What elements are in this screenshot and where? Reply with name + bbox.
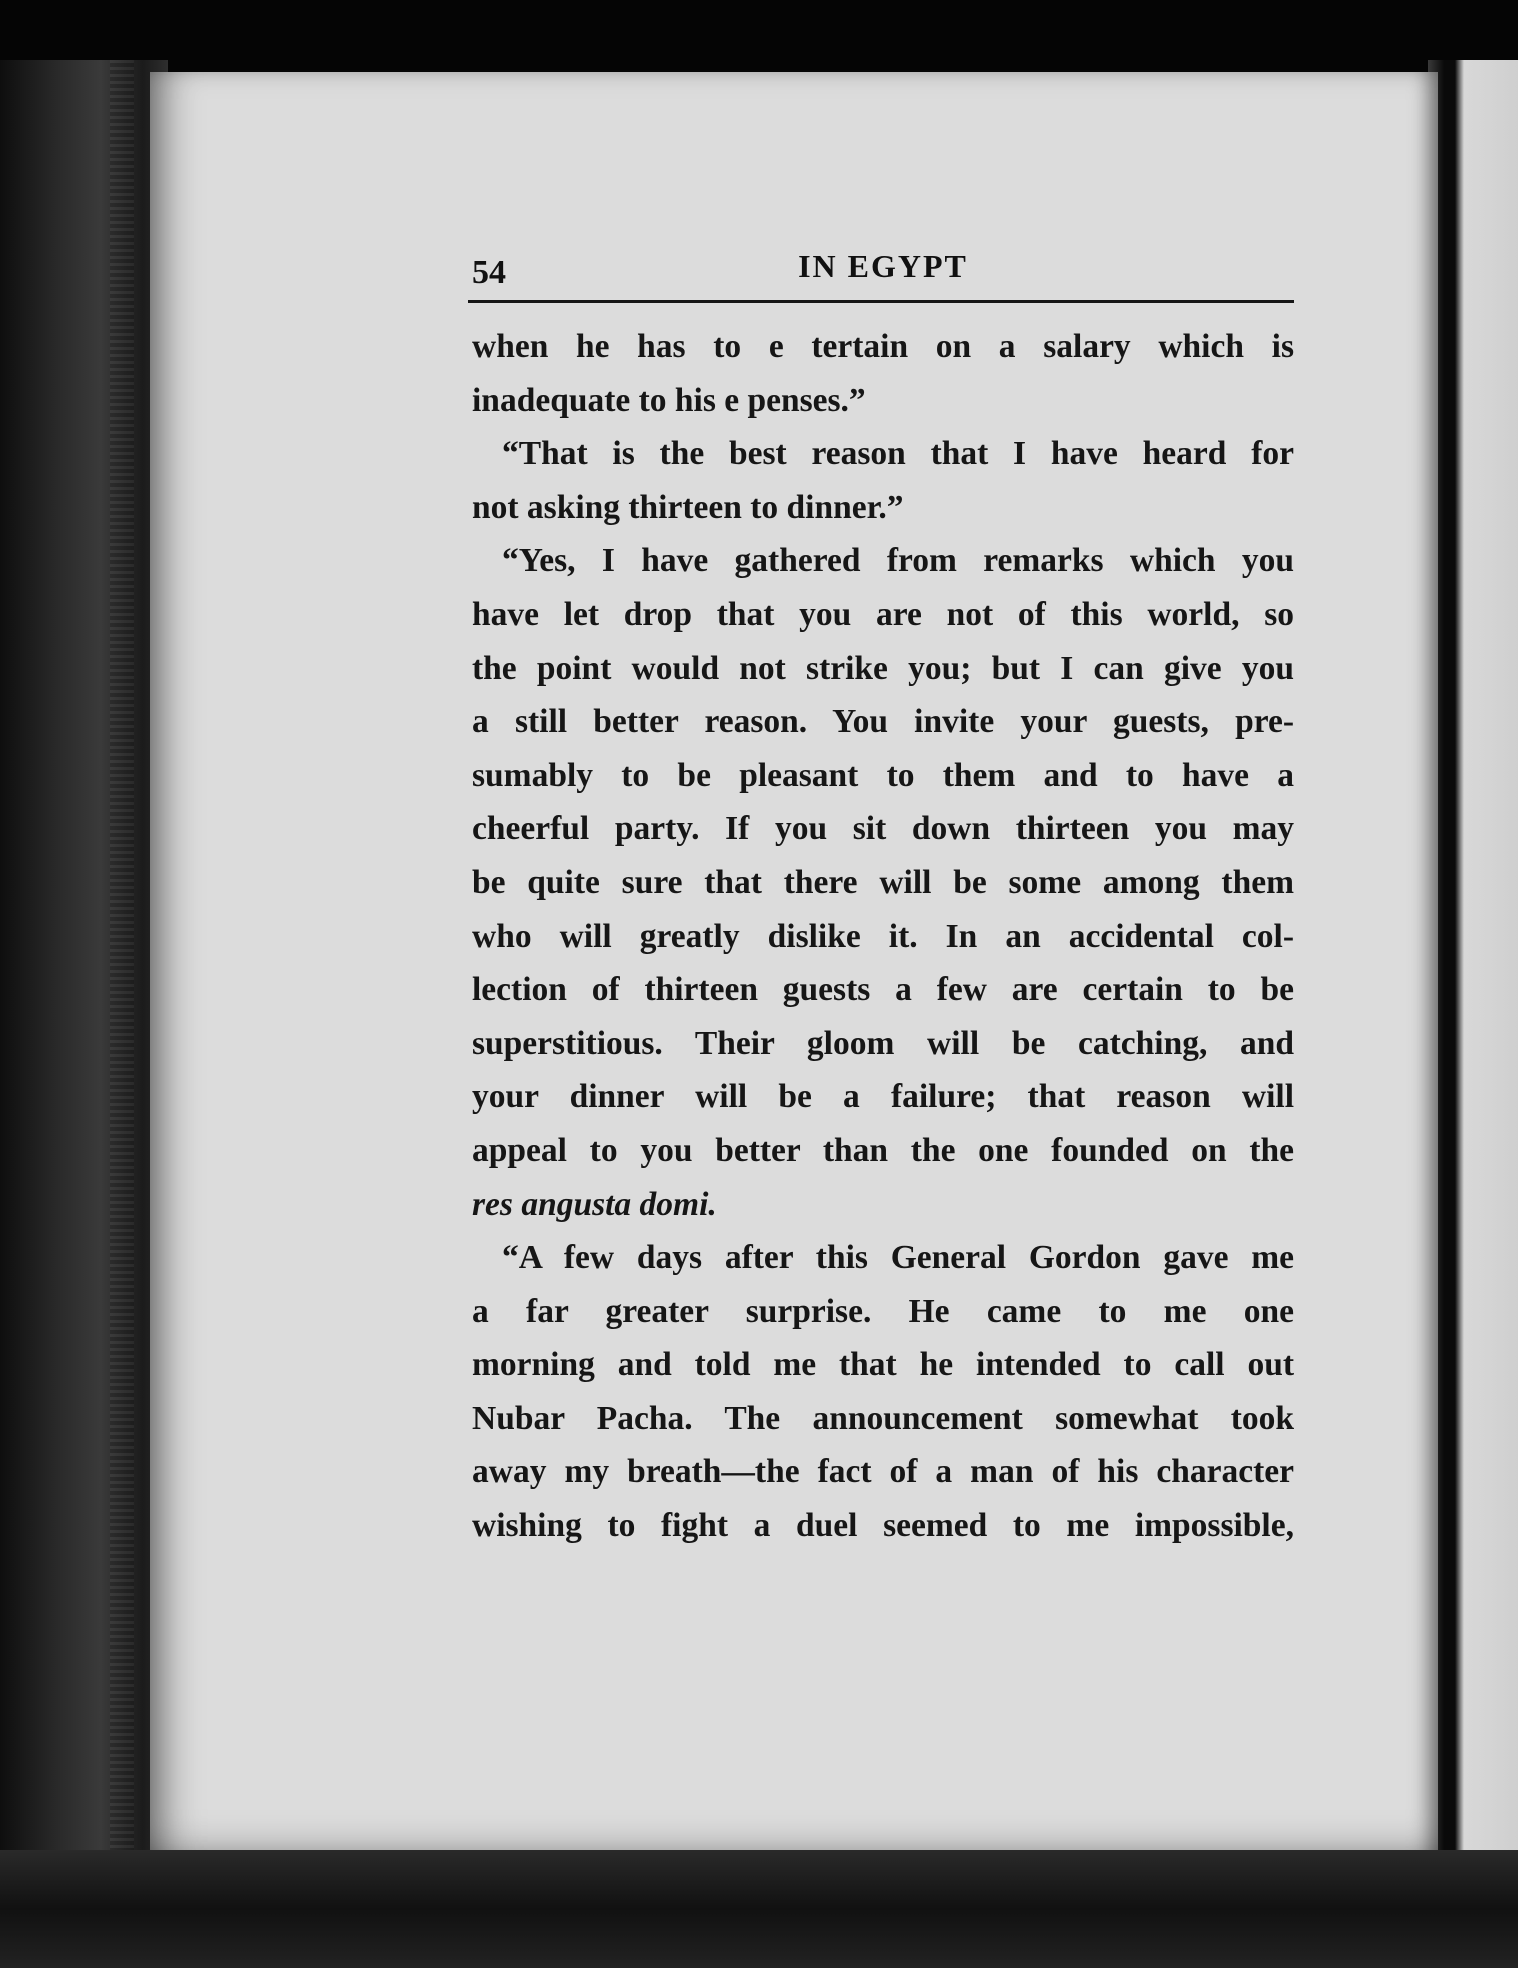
text-line: wishing to fight a duel seemed to me impossible,	[472, 1507, 1294, 1545]
text-line: morning and told me that he intended to call out	[472, 1346, 1294, 1384]
text-line: who will greatly dislike it. In an accidental col-	[472, 917, 1294, 955]
text-line: a still better reason. You invite your guests, pre-	[472, 703, 1294, 741]
text-line: res angusta domi.	[472, 1185, 717, 1223]
text-line: away my breath—the fact of a man of his character	[472, 1453, 1294, 1491]
text-line: appeal to you better than the one founded on the	[472, 1131, 1294, 1169]
header-rule	[468, 300, 1294, 303]
scan-bottom-border	[0, 1850, 1518, 1968]
text-line: when he has to e tertain on a salary which is	[472, 328, 1294, 365]
text-line: superstitious. Their gloom will be catching, and	[472, 1024, 1294, 1062]
page-number: 54	[472, 254, 506, 291]
text-line: lection of thirteen guests a few are certain to be	[472, 971, 1294, 1009]
text-line: “A few days after this General Gordon gave me	[502, 1239, 1294, 1277]
text-line: Nubar Pacha. The announcement somewhat took	[472, 1399, 1294, 1437]
page-header	[472, 248, 1294, 298]
text-line: a far greater surprise. He came to me one	[472, 1292, 1294, 1330]
scan-top-border	[0, 0, 1518, 82]
text-line: inadequate to his e penses.”	[472, 381, 866, 419]
running-head: IN EGYPT	[798, 248, 968, 284]
book-binding-edge	[0, 60, 168, 1968]
text-line: your dinner will be a failure; that reason will	[472, 1078, 1294, 1116]
text-line: be quite sure that there will be some among them	[472, 863, 1294, 901]
text-line: sumably to be pleasant to them and to have a	[472, 756, 1294, 794]
text-line: “That is the best reason that I have heard for	[502, 435, 1294, 473]
next-page-edge	[1428, 60, 1518, 1968]
text-line: “Yes, I have gathered from remarks which you	[502, 542, 1294, 580]
text-line: cheerful party. If you sit down thirteen you may	[472, 810, 1294, 848]
text-line: the point would not strike you; but I can give you	[472, 649, 1294, 687]
text-line: have let drop that you are not of this world, so	[472, 595, 1294, 633]
text-line: not asking thirteen to dinner.”	[472, 488, 904, 526]
body-text	[472, 320, 1294, 1553]
